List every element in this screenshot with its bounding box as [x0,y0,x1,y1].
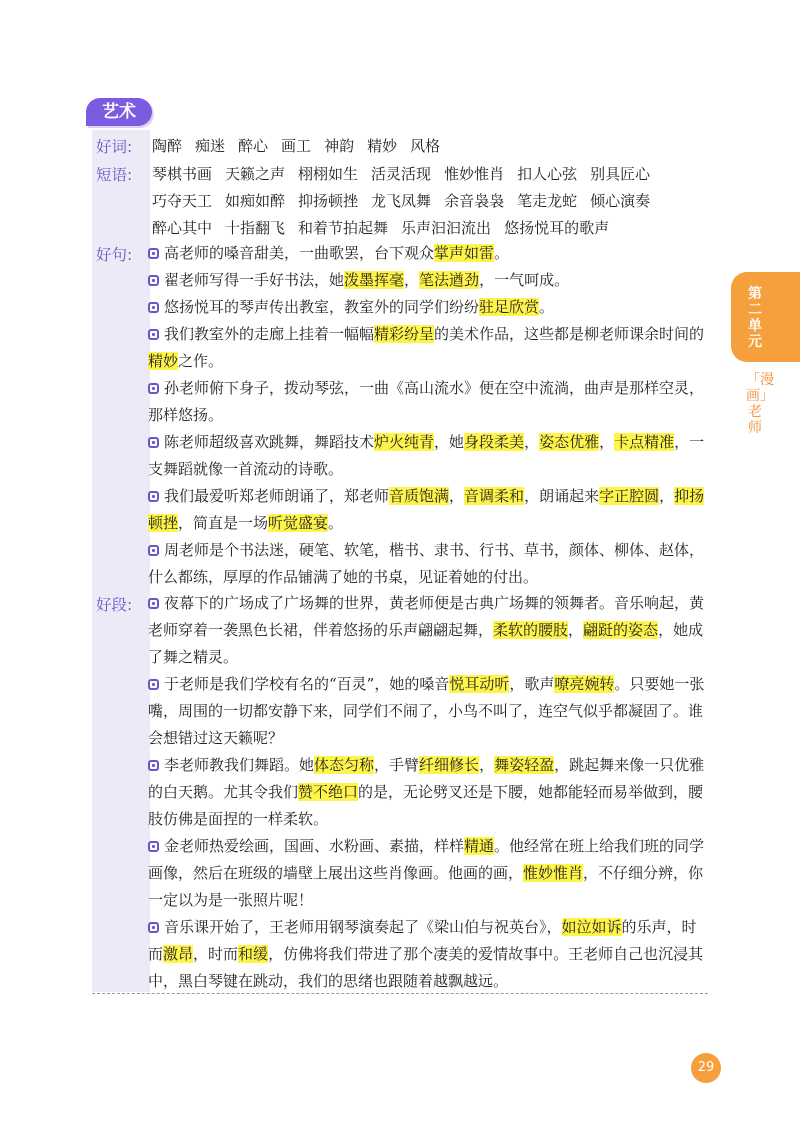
word-item: 琴棋书画 [152,165,213,183]
square-bullet-icon [148,275,159,286]
word-item: 天籁之声 [225,165,286,183]
text-run: ，朗诵起来 [524,487,600,505]
word-item: 抑扬顿挫 [298,192,359,210]
sentences-block [148,240,708,591]
word-item: 和着节拍起舞 [298,219,389,237]
square-bullet-icon [148,329,159,340]
text-run: ， [659,487,675,505]
square-bullet-icon [148,248,159,259]
text-run: ，简直是一场 [178,514,269,532]
text-run: 于老师是我们学校有名的“百灵”，她的嗓音 [164,675,450,693]
highlighted-phrase: 精彩纷呈 [374,325,435,343]
word-item: 龙飞凤舞 [371,192,432,210]
unit-title: 「漫画」老师 [746,372,774,436]
text-run: ， [479,756,495,774]
word-item: 醉心其中 [152,219,213,237]
paragraph-item [148,914,708,995]
highlighted-phrase: 泼墨挥毫 [344,271,405,289]
text-run: 。 [494,244,510,262]
phrases-line-3 [152,217,622,238]
highlighted-phrase: 柔软的腰肢 [493,621,569,639]
paragraph-item [148,833,708,914]
highlighted-phrase: 悦耳动听 [449,675,510,693]
text-run: ，歌声 [509,675,555,693]
text-run: ， [449,487,465,505]
sentence-item [148,375,708,429]
text-run: 悠扬悦耳的琴声传出教室，教室外的同学们纷纷 [164,298,480,316]
text-run: 我们教室外的走廊上挂着一幅幅 [164,325,375,343]
highlighted-phrase: 字正腔圆 [599,487,660,505]
word-item: 活灵活现 [371,165,432,183]
text-run: 的美术作品，这些都是柳老师课余时间的 [434,325,705,343]
highlighted-phrase: 音质饱满 [389,487,450,505]
text-run: 。 [539,298,555,316]
text-run: ，手臂 [374,756,420,774]
highlighted-phrase: 姿态优雅 [539,433,600,451]
word-item: 别具匠心 [590,165,651,183]
square-bullet-icon [148,598,159,609]
word-item: 倾心演奏 [590,192,651,210]
square-bullet-icon [148,922,159,933]
word-item: 惟妙惟肖 [444,165,505,183]
square-bullet-icon [148,437,159,448]
word-item: 巧夺天工 [152,192,213,210]
word-item: 神韵 [324,137,355,155]
square-bullet-icon [148,545,159,556]
word-item: 如痴如醉 [225,192,286,210]
highlighted-phrase: 精通 [464,837,495,855]
sentence-item [148,483,708,537]
paragraphs-block [148,590,708,995]
highlighted-phrase: 炉火纯青 [374,433,435,451]
highlighted-phrase: 抑扬顿挫 [148,487,705,532]
text-run: 夜幕下的广场成了广场舞的世界，黄老师便是古典广场舞的领舞者。音乐响起，黄老师穿着一袭黑色长裙，伴着悠扬的乐声翩翩起舞， [148,594,705,639]
word-item: 笔走龙蛇 [517,192,578,210]
highlighted-phrase: 惟妙惟肖 [523,864,584,882]
text-run: 陈老师超级喜欢跳舞，舞蹈技术 [164,433,375,451]
word-item: 精妙 [367,137,398,155]
label-good-sentences: 好句: [96,246,133,264]
text-run: 的是，无论劈叉还是下腰，她都能轻而易举做到，腰肢仿佛是面捏的一样柔软。 [148,783,704,828]
word-item: 醉心 [238,137,269,155]
word-item: 风格 [410,137,441,155]
paragraph-item [148,590,708,671]
section-title: 艺术 [86,98,152,126]
text-run: 金老师热爱绘画，国画、水粉画、素描，样样 [164,837,465,855]
highlighted-phrase: 驻足欣赏 [479,298,540,316]
text-run: ，不仔细分辨，你一定以为是一张照片呢！ [148,864,704,909]
text-run: ， [524,433,540,451]
sentence-item [148,537,708,591]
square-bullet-icon [148,491,159,502]
square-bullet-icon [148,679,159,690]
good-words-line [152,135,453,156]
highlighted-phrase: 嘹亮婉转 [554,675,615,693]
text-run: 的乐声，时而 [148,918,697,963]
paragraph-item [148,752,708,833]
text-run: ，一气呵成。 [479,271,570,289]
word-item: 余音袅袅 [444,192,505,210]
square-bullet-icon [148,760,159,771]
text-run: 音乐课开始了，王老师用钢琴演奏起了《梁山伯与祝英台》， [164,918,562,936]
text-run: 。只要她一张嘴，周围的一切都安静下来，同学们不闹了，小鸟不叫了，连空气似乎都凝固了。谁会想错过这天籁呢？ [148,675,705,747]
highlighted-phrase: 身段柔美 [464,433,525,451]
highlighted-phrase: 笔法遒劲 [419,271,480,289]
sentence-item [148,429,708,483]
highlighted-phrase: 如泣如诉 [561,918,622,936]
highlighted-phrase: 激昂 [163,945,194,963]
text-run: ， [404,271,420,289]
word-item: 十指翻飞 [225,219,286,237]
unit-label: 第二单元 [748,286,762,350]
unit-side-tab [731,272,800,362]
word-item: 陶醉 [152,137,183,155]
word-item: 画工 [281,137,312,155]
text-run: 高老师的嗓音甜美，一曲歌罢，台下观众 [164,244,435,262]
text-run: 。 [328,514,344,532]
word-item: 悠扬悦耳的歌声 [504,219,610,237]
sentence-item [148,294,708,321]
highlighted-phrase: 精妙 [148,352,179,370]
paragraph-item [148,671,708,752]
phrases-line-1 [152,163,663,184]
text-run: ，跳起舞来像一只优雅的白天鹅。尤其令我们 [148,756,705,801]
label-phrases: 短语: [96,166,133,184]
bottom-divider [92,993,708,994]
text-run: 孙老师俯下身子，拨动琴弦，一曲《高山流水》便在空中流淌，曲声是那样空灵，那样悠扬。 [148,379,705,424]
word-item: 扣人心弦 [517,165,578,183]
text-run: 之作。 [178,352,224,370]
label-good-paragraphs: 好段: [96,596,133,614]
label-good-words: 好词: [96,138,133,156]
sentence-item [148,267,708,294]
highlighted-phrase: 舞姿轻盈 [494,756,555,774]
text-run: ，仿佛将我们带进了那个凄美的爱情故事中。王老师自己也沉浸其中，黑白琴键在跳动，我们的思绪也跟随着越飘越远。 [148,945,704,990]
word-item: 乐声汩汩流出 [401,219,492,237]
text-run: 翟老师写得一手好书法，她 [164,271,345,289]
square-bullet-icon [148,302,159,313]
text-run: ，她成了舞之精灵。 [148,621,704,666]
highlighted-phrase: 听觉盛宴 [268,514,329,532]
highlighted-phrase: 和缓 [238,945,269,963]
highlighted-phrase: 赞不绝口 [298,783,359,801]
text-run: 李老师教我们舞蹈。她 [164,756,315,774]
text-run: ，她 [434,433,465,451]
highlighted-phrase: 体态匀称 [314,756,375,774]
word-item: 栩栩如生 [298,165,359,183]
sentence-item [148,321,708,375]
page-number: 29 [691,1053,721,1083]
highlighted-phrase: 卡点精准 [614,433,675,451]
highlighted-phrase: 纤细修长 [419,756,480,774]
highlighted-phrase: 音调柔和 [464,487,525,505]
word-item: 痴迷 [195,137,226,155]
highlighted-phrase: 掌声如雷 [434,244,495,262]
text-run: ，时而 [193,945,239,963]
text-run: ，一支舞蹈就像一首流动的诗歌。 [148,433,705,478]
text-run: 我们最爱听郑老师朗诵了，郑老师 [164,487,390,505]
highlighted-phrase: 翩跹的姿态 [583,621,659,639]
text-run: ， [599,433,615,451]
text-run: 周老师是个书法迷，硬笔、软笔，楷书、隶书、行书、草书，颜体、柳体、赵体，什么都练，厚厚的作品铺满了她的书桌，见证着她的付出。 [148,541,705,586]
square-bullet-icon [148,841,159,852]
phrases-line-2 [152,190,663,211]
square-bullet-icon [148,383,159,394]
sentence-item [148,240,708,267]
text-run: ， [568,621,584,639]
text-run: 。他经常在班上给我们班的同学画像，然后在班级的墙壁上展出这些肖像画。他画的画， [148,837,705,882]
